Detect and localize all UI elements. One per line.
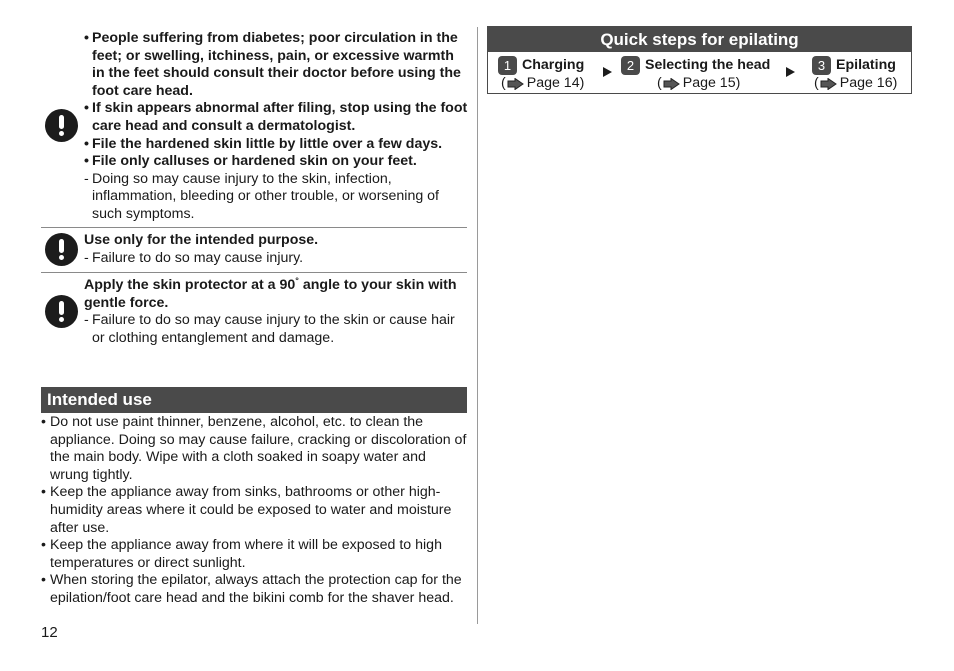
page-ref-text: Page 15	[682, 75, 736, 91]
precaution-heading: Use only for the intended purpose.	[84, 232, 319, 248]
page-reference: ( Page 15 )	[657, 75, 741, 91]
list-item: • Keep the appliance away from where it will be exposed to high temperatures or direct sunlight.	[41, 537, 467, 572]
pointing-hand-icon	[820, 78, 837, 90]
step-1	[498, 56, 584, 93]
section-title-intended-use: Intended use	[41, 387, 467, 413]
page-number: 12	[41, 624, 58, 641]
step-2	[621, 56, 770, 93]
page-ref-text: Page 16	[839, 75, 893, 91]
pointing-hand-icon	[507, 78, 524, 90]
list-item: • Keep the appliance away from sinks, bathrooms or other high-humidity areas where it could be exposed to water and moisture after use.	[41, 484, 467, 537]
step-label: Epilating	[836, 56, 896, 73]
precaution-item: • People suffering from diabetes; poor circulation in the feet; or swelling, itchiness, pain, or excessive warmth in the feet should consult their doctor before using the foot care head.	[84, 30, 468, 100]
precautions-block-3	[41, 277, 468, 347]
column-divider	[477, 27, 478, 624]
precaution-item: • If skin appears abnormal after filing, stop using the foot care head and consult a dermatologist.	[84, 100, 468, 135]
divider-line	[41, 272, 467, 273]
triangle-right-icon	[786, 67, 795, 77]
precautions-block-2	[41, 232, 468, 267]
precautions-block-1	[41, 30, 468, 224]
precaution-heading: Apply the skin protector at a 90° angle to your skin with gentle force.	[84, 275, 457, 311]
intended-use-list	[41, 414, 467, 608]
step-number-badge: 1	[498, 56, 517, 75]
precaution-detail: - Failure to do so may cause injury.	[84, 250, 468, 268]
list-item: • Do not use paint thinner, benzene, alcohol, etc. to clean the appliance. Doing so may cause failure, cracking or discoloration of the main body. Wipe with a cloth soaked in soapy water and wrung tightly.	[41, 414, 467, 484]
exclamation-circle-icon	[45, 295, 78, 328]
step-3	[812, 56, 897, 93]
exclamation-circle-icon	[45, 109, 78, 142]
exclamation-circle-icon	[45, 233, 78, 266]
quick-steps-box	[487, 26, 912, 94]
step-label: Selecting the head	[645, 56, 771, 73]
list-item: • When storing the epilator, always attach the protection cap for the epilation/foot care head and the bikini comb for the shaver head.	[41, 572, 467, 607]
step-label: Charging	[522, 56, 585, 73]
page-reference: ( Page 14 )	[501, 75, 585, 91]
pointing-hand-icon	[663, 78, 680, 90]
triangle-right-icon	[603, 67, 612, 77]
quick-steps-title: Quick steps for epilating	[488, 27, 911, 52]
precaution-detail: - Doing so may cause injury to the skin, infection, inflammation, bleeding or other trouble, or worsening of such symptoms.	[84, 171, 468, 224]
page-ref-text: Page 14	[526, 75, 580, 91]
precaution-item: • File the hardened skin little by little over a few days.	[84, 136, 468, 154]
page-reference: ( Page 16 )	[814, 75, 898, 91]
precaution-detail: - Failure to do so may cause injury to the skin or cause hair or clothing entanglement and damage.	[84, 312, 468, 347]
precaution-item: • File only calluses or hardened skin on your feet.	[84, 153, 468, 171]
step-number-badge: 3	[812, 56, 831, 75]
divider-line	[41, 227, 467, 228]
step-number-badge: 2	[621, 56, 640, 75]
